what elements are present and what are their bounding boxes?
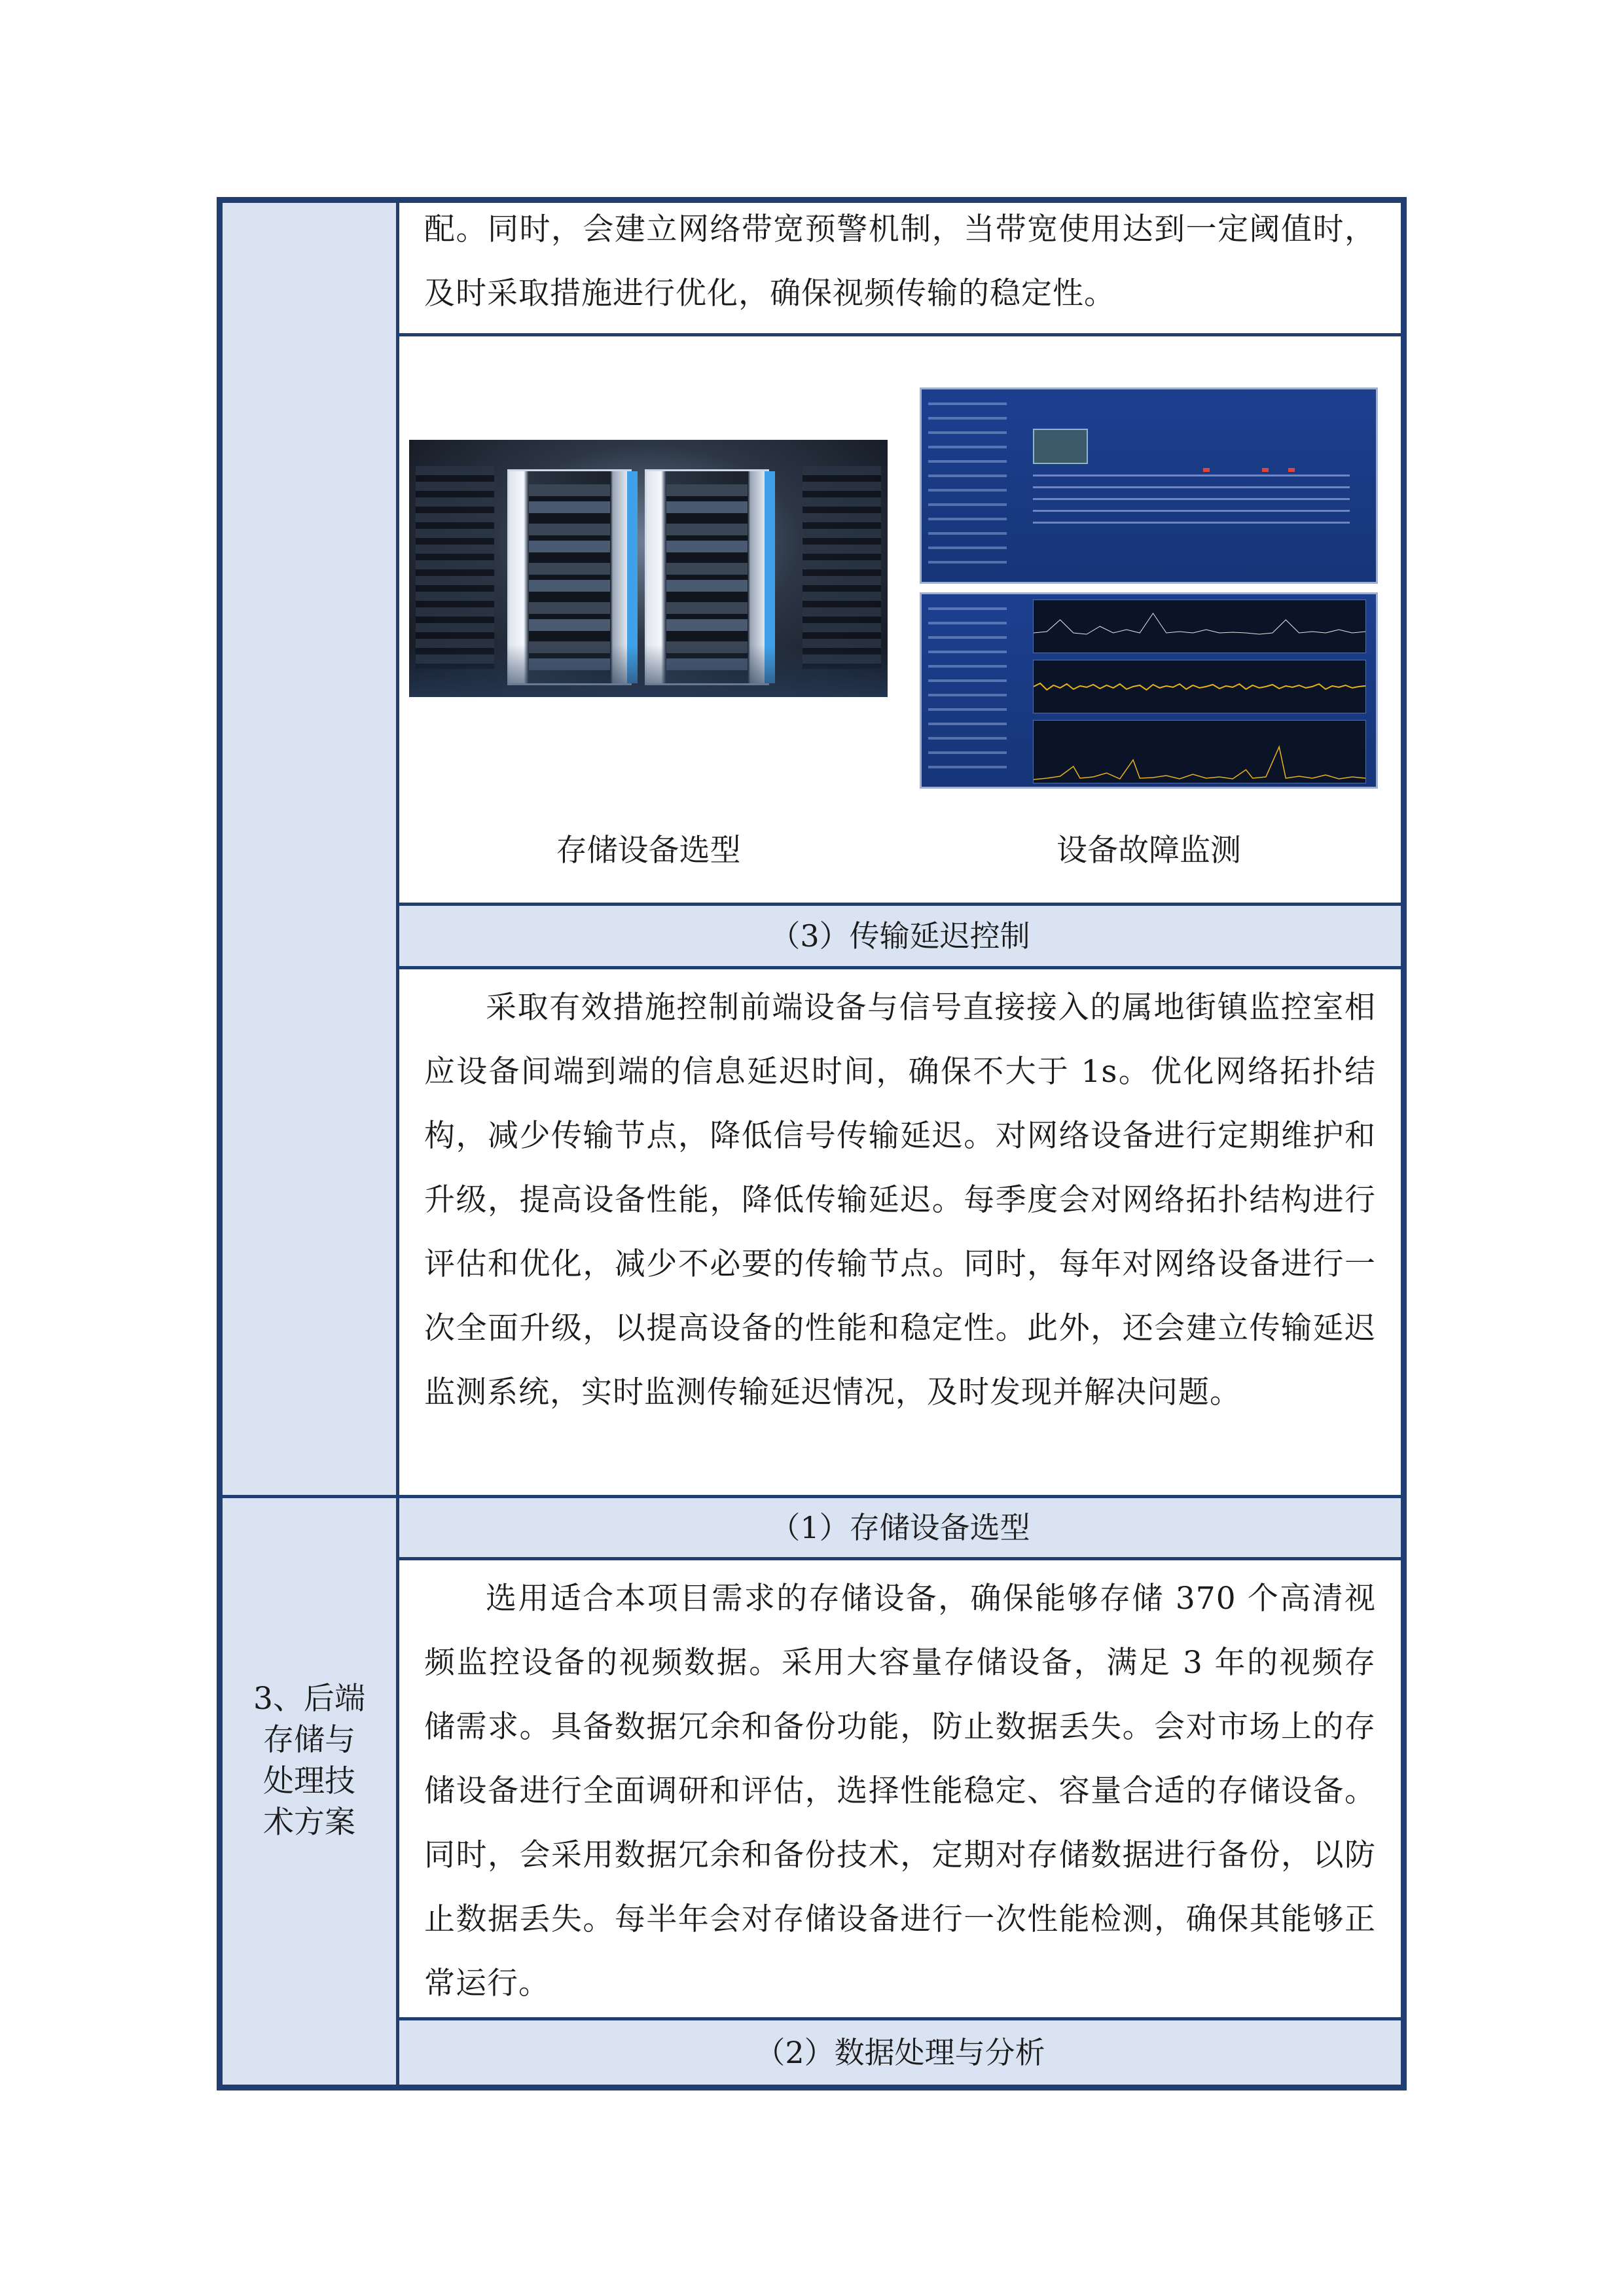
dashboard-thumbnail-graphic [1033,429,1088,464]
storage-heading: （1）存储设备选型 [770,1510,1030,1545]
dashboard-sidebar-graphic [928,403,1007,575]
dashboard-table-graphic [1033,475,1350,533]
graph-panel [1033,660,1366,713]
storage-rack-image [409,440,888,697]
graph-panel [1033,720,1366,783]
alert-marker [1262,468,1269,472]
section-paragraph: 采取有效措施控制前端设备与信号直接接入的属地街镇监控室相应设备间端到端的信息延迟时间，确保不大于 1s。优化网络拓扑结构，减少传输节点，降低信号传输延迟。对网络设备进行定期维护和升级，提高设备性能，降低传输延迟。每季度会对网络拓扑结构进行评估和优化，减少不必要的传输节点。同时，每年对网络设备进行一次全面升级，以提高设备的性能和稳定性。此外，还会建立传输延迟监测系统，实时监测传输延迟情况，及时发现并解决问题。 [424,990,1376,1410]
shelf-graphic [416,466,494,669]
category-label [223,1678,396,1843]
category-label-line: 存储与 [263,1722,355,1758]
alert-marker [1288,468,1295,472]
processing-heading-row [399,2020,1401,2085]
alert-marker [1203,468,1210,472]
category-label-line: 3、后端 [253,1681,365,1717]
graph-panel [1033,600,1366,653]
monitoring-dashboard-image [920,387,1378,584]
intro-cell [399,203,1401,333]
section-heading-row [399,906,1401,966]
category-label-line: 处理技 [263,1763,355,1799]
section-body-cell [399,969,1401,1495]
shelf-graphic [803,466,881,669]
dashboard-sidebar-graphic [928,607,1007,780]
image-caption: 存储设备选型 [556,833,741,869]
category-column [223,203,399,2085]
intro-paragraph: 配。同时，会建立网络带宽预警机制，当带宽使用达到一定阈值时，及时采取措施进行优化，确保视频传输的稳定性。 [424,211,1376,312]
image-caption: 设备故障监测 [1056,833,1241,869]
storage-body-cell [399,1560,1401,2017]
section-heading: （3）传输延迟控制 [770,918,1030,954]
category-label-line: 术方案 [263,1804,355,1840]
storage-paragraph: 选用适合本项目需求的存储设备，确保能够存储 370 个高清视频监控设备的视频数据。采用大容量存储设备，满足 3 年的视频存储需求。具备数据冗余和备份功能，防止数据丢失。会对市场上的存储设备进行全面调研和评估，选择性能稳定、容量合适的存储设备。同时，会采用数据冗余和备份技术，定期对存储数据进行备份，以防止数据丢失。每半年会对存储设备进行一次性能检测，确保其能够正常运行。 [424,1581,1376,2001]
monitoring-graph-image [920,592,1378,789]
storage-heading-row [399,1498,1401,1557]
processing-heading: （2）数据处理与分析 [755,2035,1045,2070]
floor-glow [409,645,888,697]
category-divider [223,1495,396,1498]
